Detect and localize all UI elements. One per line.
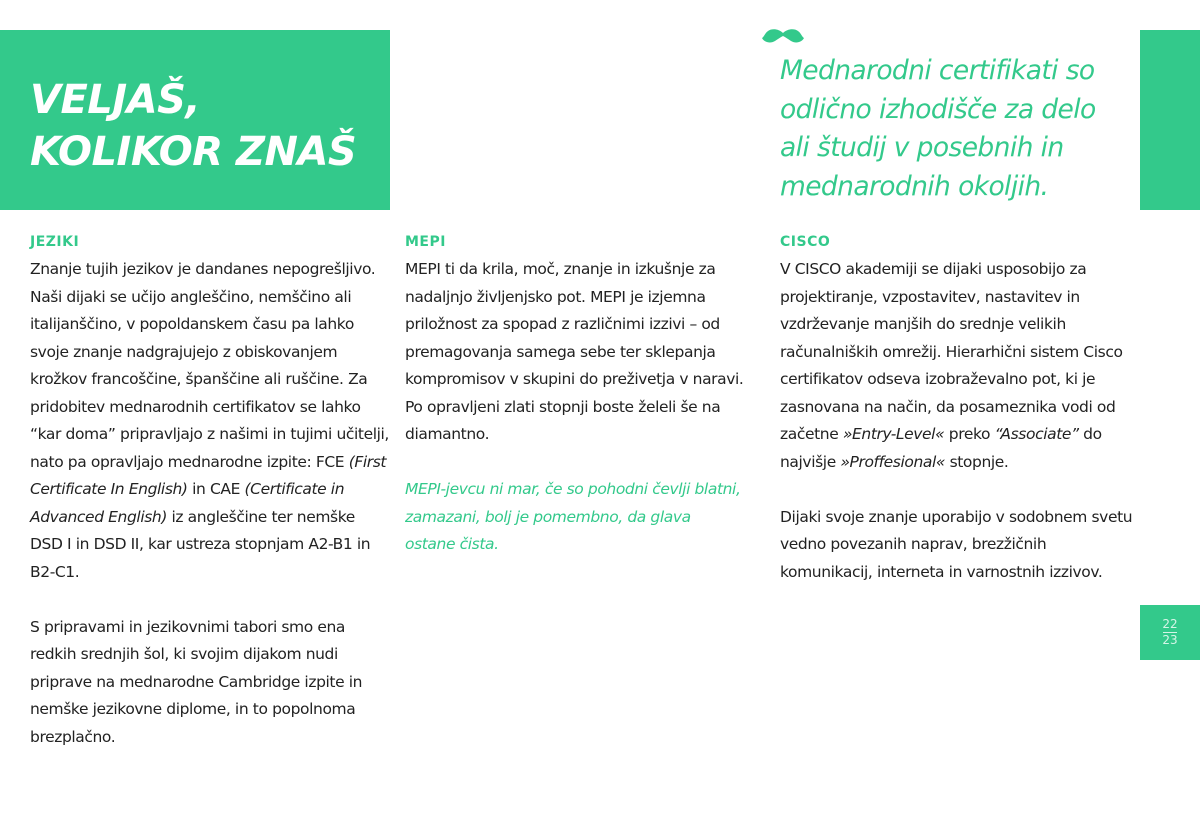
- jeziki-text-c: iz angleščine ter nemške DSD I in DSD II, kar ustreza stopnjam A2-B1 in B2-C1.: [30, 507, 371, 581]
- column-cisco: [780, 232, 1140, 614]
- cisco-text-c: do najvišje: [780, 425, 1102, 471]
- quote-line-3: ali študij v posebnih in: [780, 132, 1064, 163]
- column-mepi: [405, 232, 745, 586]
- mustache-icon: [762, 28, 804, 46]
- associate-term: “Associate”: [994, 425, 1079, 443]
- page-number-box: [1140, 605, 1200, 660]
- cisco-text-d: stopnje.: [945, 452, 1009, 471]
- fce-name: (First Certificate In English): [30, 452, 387, 498]
- cae-name: (Certificate in Advanced English): [30, 480, 345, 526]
- jeziki-text-a: Znanje tujih jezikov je dandanes nepogrešljivo. Naši dijaki se učijo angleščino, nemščino ali italijanščino, v popoldanskem času pa lahko svoje znanje nadgrajujejo z obiskovanjem krožkov francoščine, španščine ali ruščine. Za pridobitev mednarodnih certifikatov se lahko “kar doma” pripravljajo z našimi in tujimi učitelji, nato pa opravljajo mednarodne izpite: FCE: [30, 260, 389, 471]
- page-number-right: 23: [1162, 633, 1178, 647]
- column-jeziki: [30, 232, 390, 779]
- cisco-text-b: preko: [944, 425, 995, 443]
- jeziki-text-b: in CAE: [187, 480, 245, 498]
- section-heading-mepi: MEPI: [405, 234, 446, 250]
- jeziki-paragraph-1: [30, 256, 390, 586]
- cisco-paragraph-2: Dijaki svoje znanje uporabijo v sodobnem svetu vedno povezanih naprav, brezžičnih komunikacij, interneta in varnostnih izzivov.: [780, 507, 1133, 581]
- mepi-highlight: MEPI-jevcu ni mar, če so pohodni čevlji blatni, zamazani, bolj je pomembno, da glava ostane čista.: [405, 480, 741, 553]
- jeziki-paragraph-2: S pripravami in jezikovnimi tabori smo ena redkih srednjih šol, ki svojim dijakom nudi priprave na mednarodne Cambridge izpite in nemške jezikovne diplome, in to popolnoma brezplačno.: [30, 617, 363, 746]
- cisco-paragraph-1: [780, 256, 1140, 476]
- page-title-line-1: VELJAŠ,: [30, 77, 201, 123]
- section-heading-jeziki: JEZIKI: [30, 234, 80, 250]
- professional-term: »Proffesional«: [840, 452, 946, 471]
- cisco-text-a: V CISCO akademiji se dijaki usposobijo za projektiranje, vzpostavitev, nastavitev in vzdrževanje manjših do srednje velikih računalniških omrežij. Hierarhični sistem Cisco certifikatov odseva izobraževalno pot, ki je zasnovana na način, da posameznika vodi od začetne: [780, 260, 1123, 443]
- quote-line-1: Mednarodni certifikati so: [780, 55, 1095, 86]
- page-title: [30, 74, 356, 178]
- mepi-paragraph-1: MEPI ti da krila, moč, znanje in izkušnje za nadaljnjo življenjsko pot. MEPI je izjemna priložnost za spopad z različnimi izzivi – od premagovanja samega sebe ter sklepanja kompromisov v skupini do preživetja v naravi. Po opravljeni zlati stopnji boste želeli še na diamantno.: [405, 260, 744, 443]
- section-heading-cisco: CISCO: [780, 234, 831, 250]
- pull-quote: [780, 52, 1130, 206]
- page-title-line-2: KOLIKOR ZNAŠ: [30, 129, 357, 175]
- page-number-left: 22: [1162, 617, 1178, 631]
- title-banner: [0, 30, 390, 210]
- quote-line-2: odlično izhodišče za delo: [780, 93, 1096, 125]
- right-accent-bar: [1140, 30, 1200, 210]
- entry-level-term: »Entry-Level«: [842, 425, 945, 443]
- quote-line-4: mednarodnih okoljih.: [780, 170, 1049, 202]
